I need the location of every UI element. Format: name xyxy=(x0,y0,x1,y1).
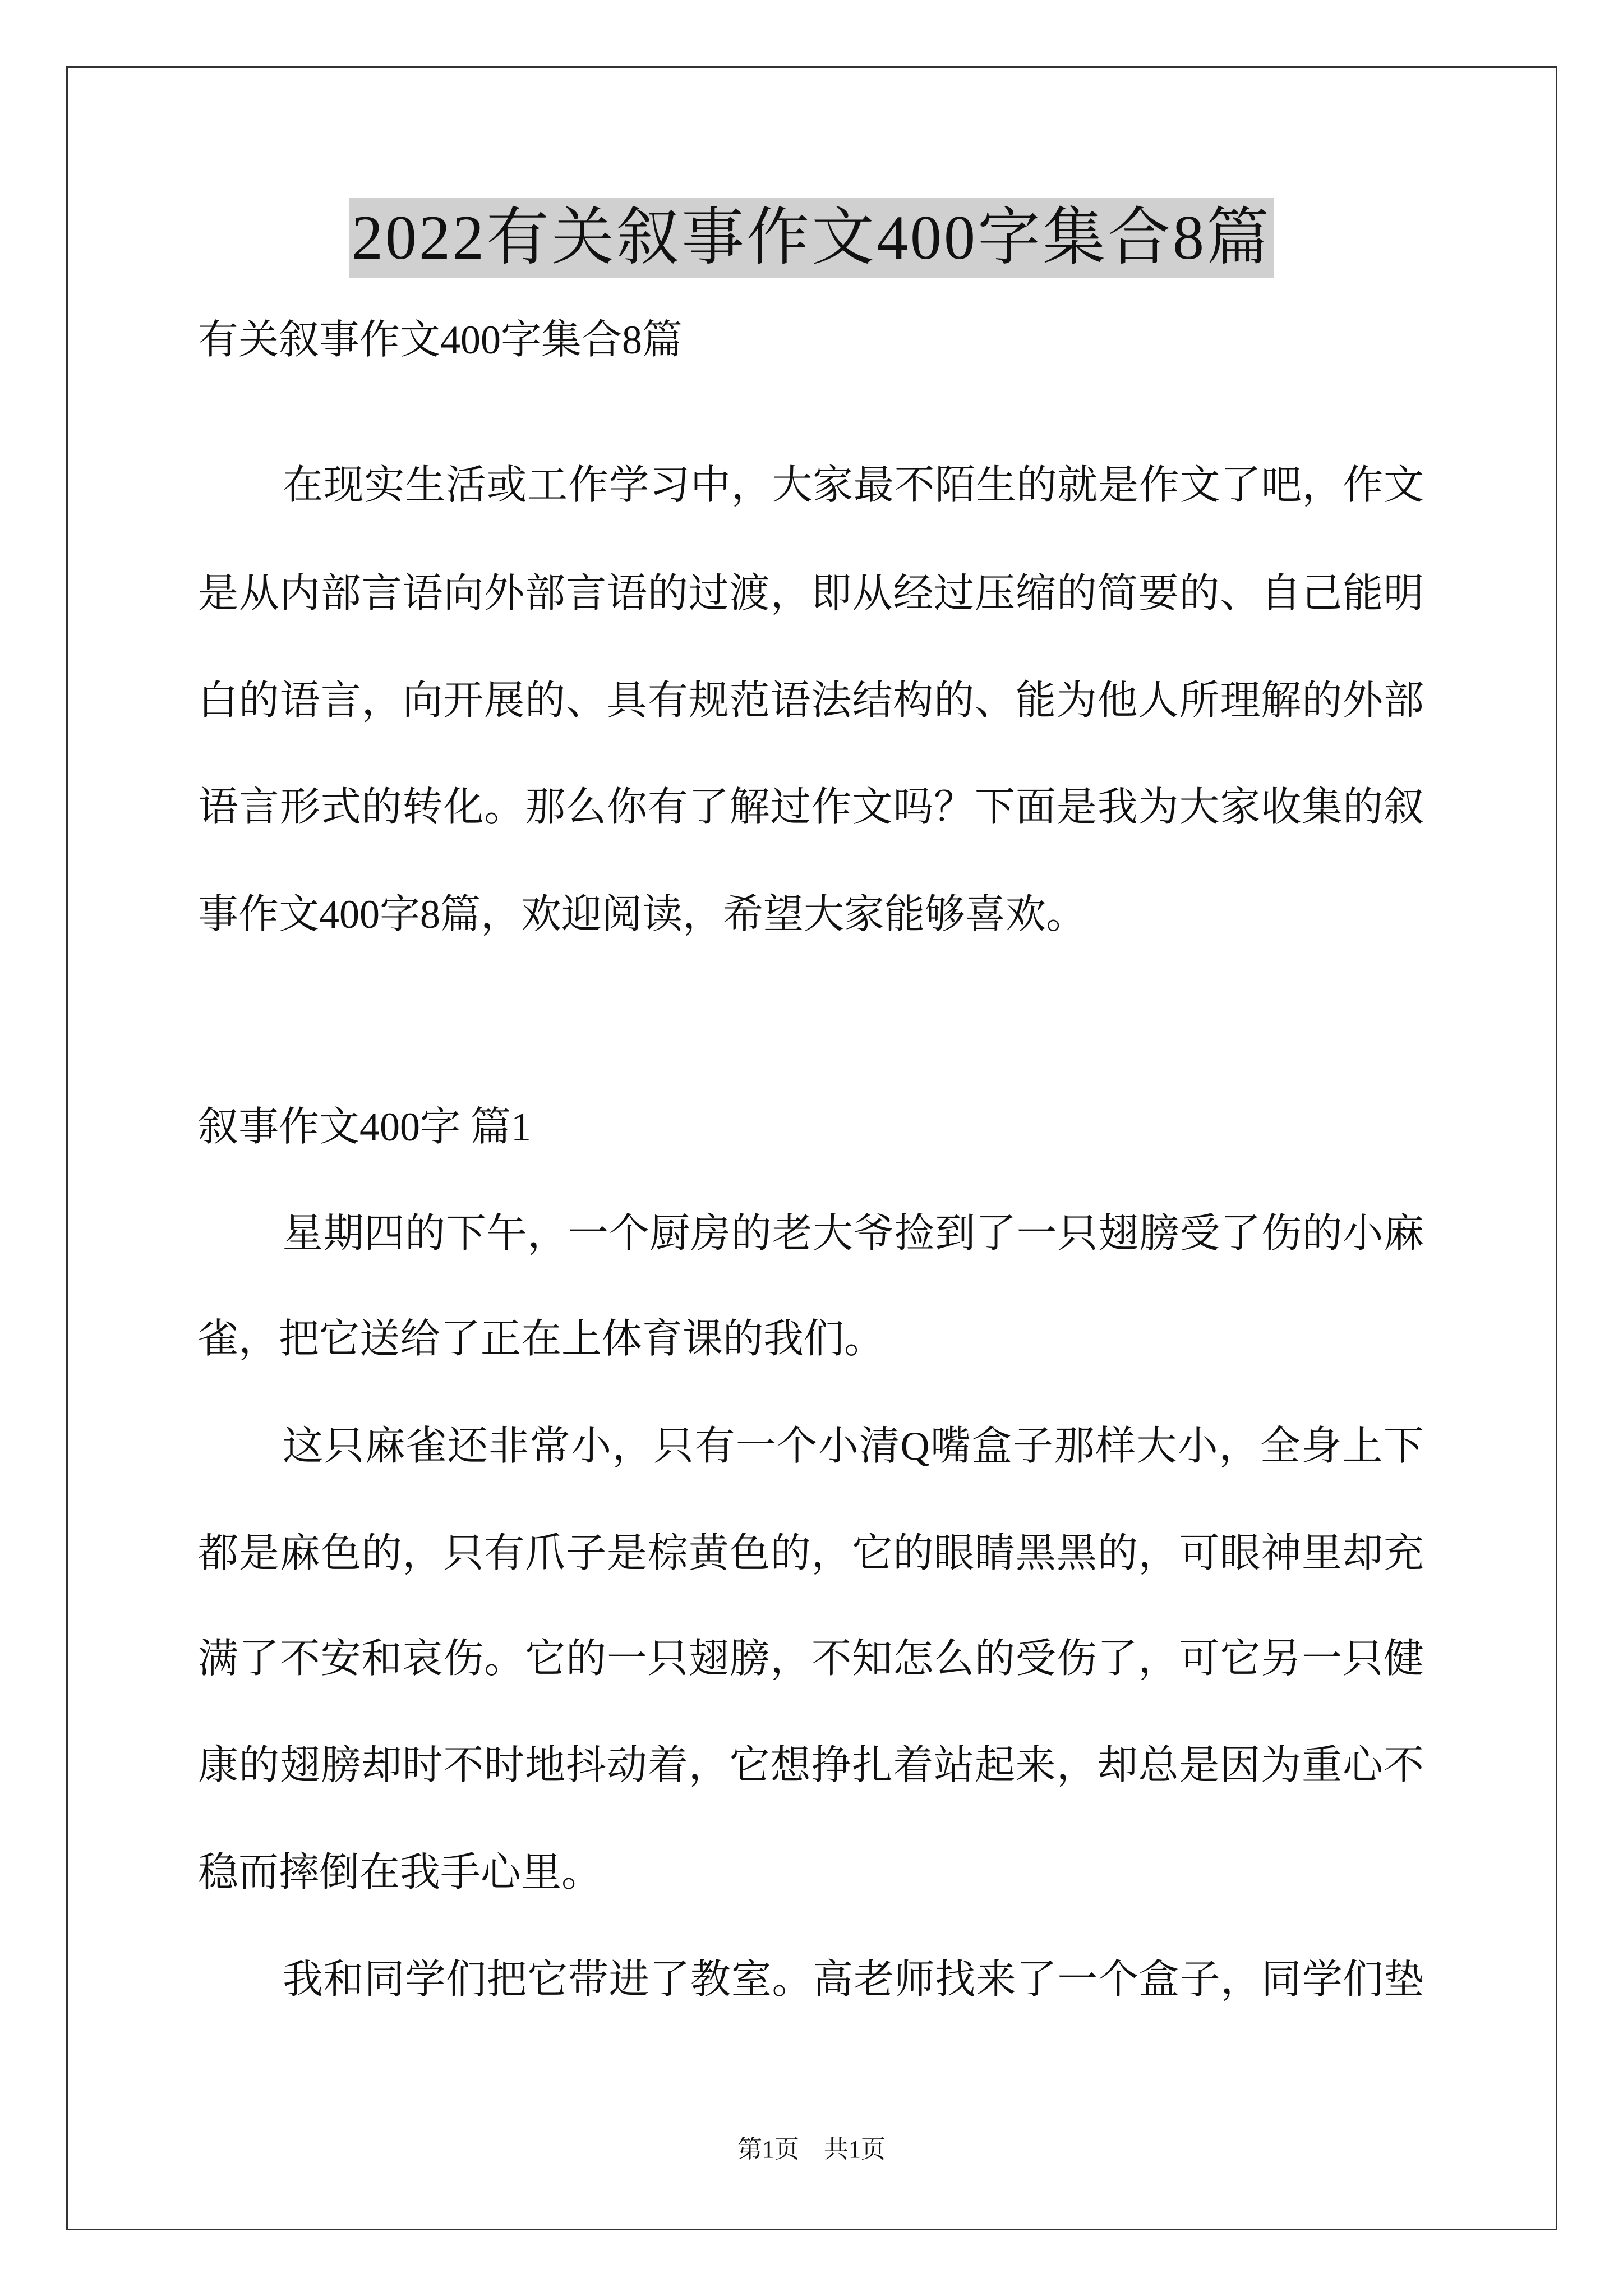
page-total: 共1页 xyxy=(824,2136,886,2163)
paragraph-line: 康的翅膀却时不时地抖动着，它想挣扎着站起来，却总是因为重心不 xyxy=(198,1743,1424,1788)
intro-line: 在现实生活或工作学习中，大家最不陌生的就是作文了吧，作文 xyxy=(283,463,1424,508)
paragraph-line: 稳而摔倒在我手心里。 xyxy=(198,1850,602,1895)
intro-line: 语言形式的转化。那么你有了解过作文吗？下面是我为大家收集的叙 xyxy=(198,785,1424,830)
paragraph-line: 我和同学们把它带进了教室。高老师找来了一个盒子，同学们垫 xyxy=(283,1957,1424,2002)
paragraph-line: 满了不安和哀伤。它的一只翅膀，不知怎么的受伤了，可它另一只健 xyxy=(198,1636,1424,1681)
paragraph-line: 都是麻色的，只有爪子是棕黄色的，它的眼睛黑黑的，可眼神里却充 xyxy=(198,1531,1424,1576)
paragraph-line: 雀，把它送给了正在上体育课的我们。 xyxy=(198,1317,885,1361)
intro-line: 是从内部言语向外部言语的过渡，即从经过压缩的简要的、自己能明 xyxy=(198,571,1424,616)
subtitle-line: 有关叙事作文400字集合8篇 xyxy=(198,318,683,362)
section-heading: 叙事作文400字 篇1 xyxy=(198,1105,532,1149)
title-row xyxy=(0,198,1623,278)
document-title: 2022有关叙事作文400字集合8篇 xyxy=(349,198,1274,278)
page-number: 第1页 xyxy=(737,2136,799,2163)
intro-line: 白的语言，向开展的、具有规范语法结构的、能为他人所理解的外部 xyxy=(198,678,1424,723)
paragraph-line: 这只麻雀还非常小，只有一个小清Q嘴盒子那样大小，全身上下 xyxy=(283,1424,1424,1469)
intro-line: 事作文400字8篇，欢迎阅读，希望大家能够喜欢。 xyxy=(198,892,1087,937)
page-footer xyxy=(0,2133,1623,2166)
paragraph-line: 星期四的下午，一个厨房的老大爷捡到了一只翅膀受了伤的小麻 xyxy=(283,1211,1424,1256)
